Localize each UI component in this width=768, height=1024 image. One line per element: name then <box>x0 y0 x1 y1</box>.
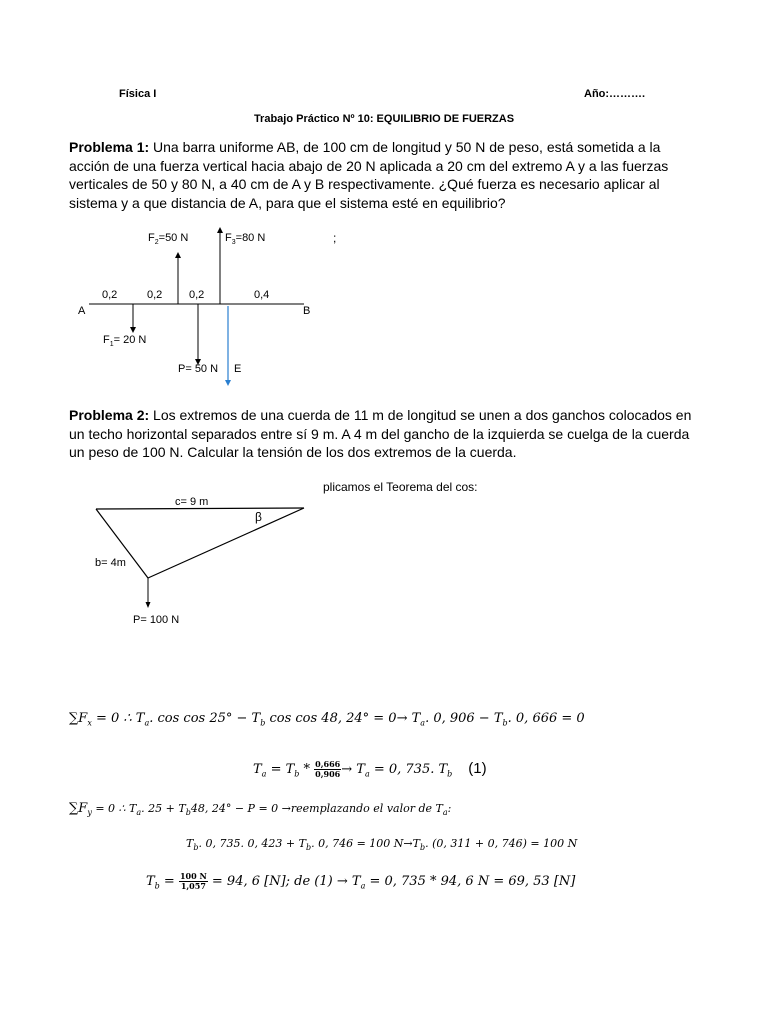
rope-right <box>148 508 304 578</box>
f2-arrowhead <box>175 252 181 258</box>
equilibrant-label: E <box>234 363 242 375</box>
f2-label: $F_2=50$ N <box>148 232 189 246</box>
equation-ta-ratio: $T_a = T_b$ * $\frac{0,666}{0,906}$ → $T_a = 0$, 735. $T_b$ (1) <box>253 759 487 779</box>
equation-substitution: $T_b$. 0, 735. 0, $423 + T_b$. 0, 746 = 100 $N\to T_b$. (0, 311 + 0, 746) = 100 N <box>186 837 578 853</box>
f3-arrowhead <box>217 227 223 233</box>
year-field: Año:………. <box>584 88 646 100</box>
f1-arrowhead <box>130 327 136 333</box>
end-b-label: B <box>303 305 311 317</box>
equilibrant-arrowhead <box>225 380 231 386</box>
segment-label-2: 0,2 <box>147 289 163 301</box>
equation-result: $T_b$ = $\frac{100 N}{1,057}$ = 94, 6 [N]; de $(1) \to T_a = 0$, 735 * 94, 6 N = 69, 53 [N] <box>146 871 576 891</box>
segment-label-4: 0,4 <box>254 289 270 301</box>
equation-sum-fy: $\sum F_y = 0$ ∴ $T_a$. $25 + T_b48$, 24° − P = 0 →reemplazando el valor de $T_a$: <box>69 801 452 818</box>
problem2-label: Problema 2: <box>69 407 150 423</box>
fraction-ratio: $\frac{0,666}{0,906}$ <box>315 759 341 779</box>
ceiling-line <box>96 508 304 509</box>
weight2-label: P= 100 N <box>133 614 180 626</box>
angle-beta-label: β <box>255 510 262 524</box>
semicolon: ; <box>333 231 337 245</box>
side-b-label: b= 4m <box>95 557 126 569</box>
fraction-result: $\frac{100 N}{1,057}$ <box>179 871 207 891</box>
subject-label: Física I <box>119 88 157 100</box>
problem2-statement <box>69 406 701 462</box>
weight-label: P= 50 N <box>178 363 219 375</box>
end-a-label: A <box>78 305 86 317</box>
f3-label: $F_3=80$ N <box>225 232 266 246</box>
segment-label-1: 0,2 <box>102 289 118 301</box>
page-title: Trabajo Práctico Nº 10: EQUILIBRIO DE FUERZAS <box>253 113 515 125</box>
f1-label: $F_1= 20$ N <box>103 334 147 348</box>
weight2-arrowhead <box>146 602 151 608</box>
equation-ref-1: (1) <box>468 760 487 777</box>
equation-sum-fx: $\sum F_x = 0$ ∴ $T_a$. $\cos \cos 25^\circ - T_b$ cos cos 48, $24^\circ = 0\to T_a$. 0, $906 - T_b$. 0, 666 = 0 <box>69 711 585 728</box>
problem2-text: Los extremos de una cuerda de 11 m de longitud se unen a dos ganchos colocados en un techo horizontal separados entre sí 9 m. A 4 m del gancho de la izquierda se cuelga de la cuerda un peso de 100 N. Calcular la tensión de los dos extremos de la cuerda. <box>69 407 692 460</box>
side-c-label: c= 9 m <box>175 496 209 508</box>
cosine-theorem-note: plicamos el Teorema del cos: <box>323 480 478 494</box>
problem1-text: Una barra uniforme AB, de 100 cm de longitud y 50 N de peso, está sometida a la acción de una fuerza vertical hacia abajo de 20 N aplicada a 20 cm del extremo A y a las fuerzas verticales de 50 y 80 N, a 40 cm de A y B respectivamente. ¿Qué fuerza es necesario aplicar al sistema y a que distancia de A, para que el sistema esté en equilibrio? <box>69 139 669 211</box>
segment-label-3: 0,2 <box>189 289 205 301</box>
problem1-label: Problema 1: <box>69 139 150 155</box>
